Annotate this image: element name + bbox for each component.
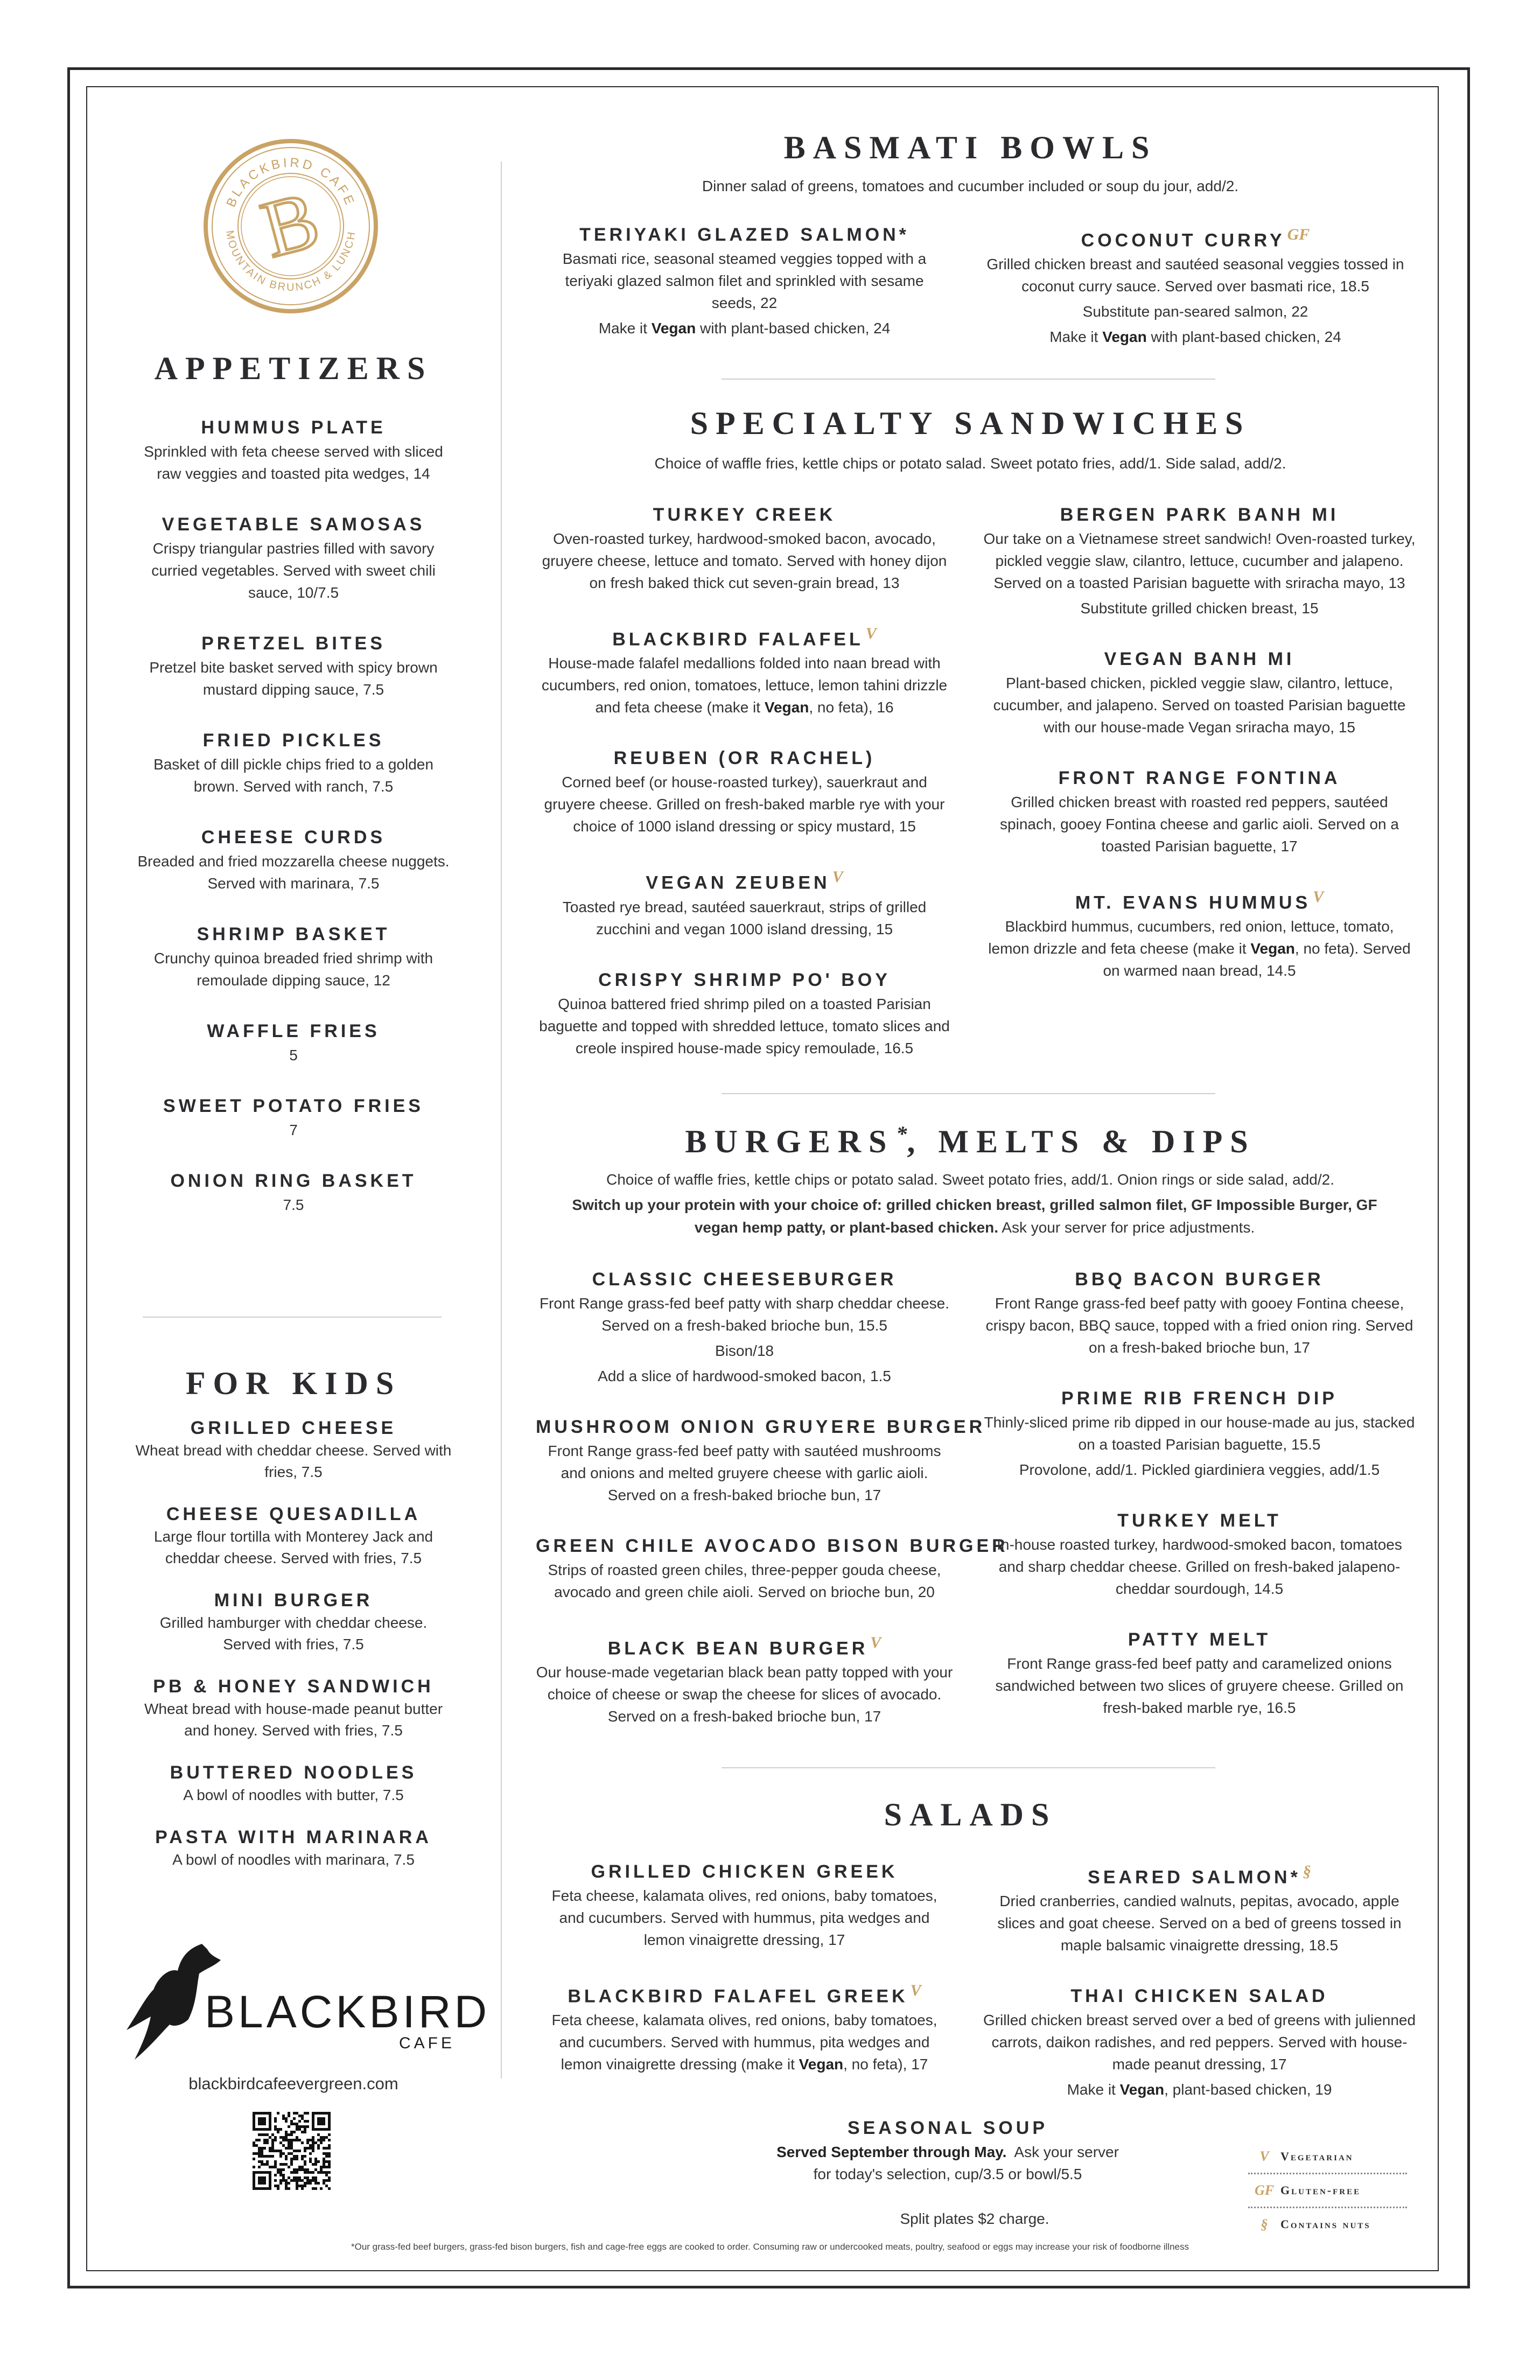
item-title [538,502,950,528]
item-title [983,884,1416,915]
description-text: Blackbird hummus, cucumbers, red onion, lettuce, tomato, lemon drizzle and feta cheese (make it [988,918,1394,957]
menu-item [538,967,950,1059]
cafe-seal-logo [202,137,380,315]
item-description: Substitute grilled chicken breast, 15 [1080,600,1319,617]
item-name: SWEET POTATO FRIES [163,1096,424,1116]
item-title [983,1627,1416,1653]
legend-label: Contains nuts [1280,2217,1371,2231]
item-name: MINI BURGER [214,1590,373,1611]
vegan-option: Vegan [764,699,809,716]
item-name: BBQ BACON BURGER [1075,1269,1324,1290]
item-description: Oven-roasted turkey, hardwood-smoked bacon, avocado, gruyere cheese, lettuce and tomato. Served with honey dijon on fresh baked thick cut seven-grain bread, 13 [542,530,947,591]
menu-item [135,1761,452,1806]
item-title [135,1761,452,1784]
item-name: TURKEY MELT [1117,1510,1282,1531]
item-name: SEARED SALMON* [1088,1867,1301,1888]
item-description: Wheat bread with cheddar cheese. Served with fries, 7.5 [135,1442,452,1480]
legend-row [1248,2208,1407,2241]
svg-text:MOUNTAIN BRUNCH & LUNCH: MOUNTAIN BRUNCH & LUNCH [223,229,358,294]
item-title [135,1675,452,1698]
menu-item [538,1978,950,2075]
sandwiches-left-column [538,502,950,1086]
item-description: Grilled hamburger with cheddar cheese. Served with fries, 7.5 [159,1614,428,1653]
menu-item [135,1168,452,1216]
item-description: Our house-made vegetarian black bean patty topped with your choice of cheese or swap the cheese for slices of avocado. Served on a fresh-baked brioche bun, 17 [536,1664,953,1725]
item-title [135,1018,452,1044]
item-name: BERGEN PARK BANH MI [1060,505,1339,525]
item-name: PATTY MELT [1128,1629,1271,1650]
basmati-left-column [544,222,945,366]
item-description: 7.5 [283,1196,304,1213]
item-name: ONION RING BASKET [170,1171,417,1191]
item-name: CHEESE QUESADILLA [166,1504,421,1524]
item-title [980,222,1411,253]
burgers-right-column [983,1266,1416,1746]
item-description: 7 [289,1122,298,1138]
website-link[interactable]: blackbirdcafeevergreen.com [188,2074,398,2093]
menu-item [544,222,945,339]
item-description [538,2009,950,2075]
svg-text:BLACKBIRD CAFE: BLACKBIRD CAFE [223,155,358,209]
item-description: Quinoa battered fried shrimp piled on a toasted Parisian baguette and topped with shredded lettuce, tomato slices and creole inspired house-made spicy remoulade, 16.5 [539,995,950,1056]
dietary-mark-vegetarian: V [832,868,843,886]
menu-item [135,1416,452,1483]
menu-item [135,512,452,604]
legend-symbol: § [1261,2216,1268,2232]
menu-item [135,824,452,894]
menu-item [536,1414,986,1506]
menu-item [135,1018,452,1066]
item-title [983,765,1416,791]
item-title [135,415,452,440]
item-title [135,1093,452,1119]
dietary-mark-vegetarian: V [865,625,877,642]
salads-left-column [538,1859,950,2102]
item-description [980,326,1411,348]
item-description: Toasted rye bread, sautéed sauerkraut, strips of grilled zucchini and vegan 1000 island dressing, 15 [562,898,927,937]
item-description: A bowl of noodles with butter, 7.5 [183,1787,404,1803]
item-description: Substitute pan-seared salmon, 22 [1082,303,1308,320]
item-description: Front Range grass-fed beef patty with sharp cheddar cheese. Served on a fresh-baked brioche bun, 15.5 [539,1295,950,1334]
asterisk-mark: * [896,1122,907,1146]
menu-item [983,1508,1416,1600]
kids-title: FOR KIDS [185,1366,402,1401]
menu-item [135,415,452,485]
menu-item [538,745,950,837]
svg-text:B: B [253,174,328,275]
footnote: *Our grass-fed beef burgers, grass-fed bison burgers, fish and cage-free eggs are cooked to order. Consuming raw or undercooked meats, poultry, seafood or eggs may increase your risk of foodborne illness [351,2242,1189,2252]
column-divider [501,162,502,2078]
menu-item [983,1859,1416,1956]
menu-item [135,1093,452,1141]
appetizers-title: APPETIZERS [154,351,433,386]
item-description: 5 [289,1047,298,1063]
description-text: House-made falafel medallions folded into naan bread with cucumbers, red onion, tomatoes, lettuce, lemon tahini drizzle and feta cheese (make it [541,655,948,716]
vegan-option: Vegan [1250,940,1295,957]
basmati-right-column [980,222,1411,375]
item-title [983,502,1416,528]
menu-item [135,1825,452,1871]
item-name: GRILLED CHICKEN GREEK [591,1861,898,1882]
item-description [983,915,1416,982]
dietary-mark-vegetarian: V [1313,888,1324,906]
item-description: Add a slice of hardwood-smoked bacon, 1.5 [598,1368,891,1384]
item-title [536,1266,953,1292]
item-title [135,1168,452,1194]
description-text: , no feta), 16 [809,699,894,716]
item-name: BLACK BEAN BURGER [607,1638,869,1659]
item-title [983,1266,1416,1292]
legend-symbol: V [1259,2148,1269,2164]
item-title [538,864,950,895]
item-title [536,1414,986,1440]
item-description: Crunchy quinoa breaded fried shrimp with remoulade dipping sauce, 12 [153,950,433,989]
burgers-title-b: , MELTS & DIPS [907,1124,1256,1159]
item-description: Feta cheese, kalamata olives, red onions, baby tomatoes, and cucumbers. Served with hummus, pita wedges and lemon vinaigrette dressing, 17 [551,1887,937,1948]
item-description: Plant-based chicken, pickled veggie slaw, cilantro, lettuce, cucumber, and jalapeno. Served on toasted Parisian baguette with our house-made Vegan sriracha mayo, 15 [993,675,1406,736]
basmati-title: BASMATI BOWLS [783,130,1157,165]
vegan-option: Vegan [651,320,696,337]
item-name: GRILLED CHEESE [190,1418,397,1438]
item-title [135,824,452,850]
item-description: Wheat bread with house-made peanut butter and honey. Served with fries, 7.5 [144,1700,443,1739]
legend-row [1248,2174,1407,2208]
sandwiches-title: SPECIALTY SANDWICHES [690,405,1251,441]
item-title [538,1978,950,2009]
description-text: , no feta), 17 [843,2056,928,2073]
item-name: VEGAN ZEUBEN [646,872,830,893]
sandwiches-right-column [983,502,1416,1009]
menu-item [538,502,950,594]
dietary-legend [1248,2140,1407,2241]
salads-right-column [983,1859,1416,2127]
burgers-left-column [536,1266,1009,1754]
soup-desc [743,2141,1152,2163]
item-description: Sprinkled with feta cheese served with sliced raw veggies and toasted pita wedges, 14 [144,443,443,482]
description-text: Feta cheese, kalamata olives, red onions, baby tomatoes, and cucumbers. Served with hummus, pita wedges and lemon vinaigrette dressing (make it [551,2012,937,2073]
soup-ask: Ask your server [1006,2144,1119,2160]
menu-item [135,631,452,701]
description-text: , plant-based chicken, 19 [1164,2081,1332,2098]
item-description: Bison/18 [715,1342,774,1359]
item-title [135,921,452,947]
menu-item [538,1859,950,1951]
item-name: CRISPY SHRIMP PO' BOY [598,969,891,990]
item-title [538,745,950,771]
item-name: VEGETABLE SAMOSAS [162,514,425,535]
divider [722,379,1215,380]
item-name: GREEN CHILE AVOCADO BISON BURGER [536,1536,1009,1556]
kids-list [135,1416,452,1890]
description-text: Make it [1067,2081,1120,2098]
left-divider [143,1317,442,1318]
menu-item [538,864,950,940]
menu-item [135,1675,452,1741]
item-description: Basmati rice, seasonal steamed veggies topped with a teriyaki glazed salmon filet and sprinkled with sesame seeds, 22 [562,250,927,311]
item-description [544,317,945,339]
seasonal-soup [743,2115,1152,2188]
item-description: Corned beef (or house-roasted turkey), sauerkraut and gruyere cheese. Grilled on fresh-baked marble rye with your choice of 1000 island dressing or spicy mustard, 15 [544,774,945,835]
item-name: REUBEN (OR RACHEL) [613,748,876,769]
item-title [538,1859,950,1885]
item-title [536,1533,1009,1559]
dietary-mark-contains-nuts: § [1303,1863,1311,1880]
legend-label: Vegetarian [1280,2150,1354,2163]
menu-item [980,222,1411,348]
split-plates-note: Split plates $2 charge. [900,2210,1049,2227]
blackbird-logo [121,1938,491,2062]
menu-item [983,1385,1416,1481]
item-description: Front Range grass-fed beef patty with sautéed mushrooms and onions and melted gruyere cheese with garlic aioli. Served on a fresh-baked brioche bun, 17 [548,1443,941,1503]
soup-season: Served September through May. [776,2144,1007,2160]
menu-item [536,1533,1009,1603]
vegan-option: Vegan [1119,2081,1165,2098]
menu-item [135,1588,452,1655]
item-description: Provolone, add/1. Pickled giardiniera veggies, add/1.5 [1019,1461,1380,1478]
item-description: In-house roasted turkey, hardwood-smoked bacon, tomatoes and sharp cheddar cheese. Grilled on fresh-baked jalapeno-cheddar sourdough, 14.5 [997,1536,1402,1597]
item-name: PRIME RIB FRENCH DIP [1061,1388,1338,1409]
qr-code[interactable] [253,2112,331,2190]
item-name: PB & HONEY SANDWICH [153,1676,434,1697]
divider [722,1767,1215,1768]
item-name: PRETZEL BITES [201,633,386,654]
item-name: TERIYAKI GLAZED SALMON* [579,225,909,245]
item-name: HUMMUS PLATE [201,417,386,438]
menu-item [135,1502,452,1569]
protein-note-rest: Ask your server for price adjustments. [998,1219,1255,1236]
item-title [983,1859,1416,1890]
item-title [135,1502,452,1526]
item-description: Front Range grass-fed beef patty and caramelized onions sandwiched between two slices of gruyere cheese. Grilled on fresh-baked marble rye, 16.5 [995,1655,1404,1716]
description-text: Make it [1049,328,1103,346]
item-name: CHEESE CURDS [201,827,386,848]
menu-item [536,1266,953,1387]
item-name: TURKEY CREEK [653,505,836,525]
description-text: with plant-based chicken, 24 [696,320,891,337]
burgers-subtitle: Choice of waffle fries, kettle chips or potato salad. Sweet potato fries, add/1. Onion rings or side salad, add/2. [606,1171,1335,1188]
protein-note-bold: Switch up your protein with your choice of: grilled chicken breast, grilled salmon filet, GF Impossible Burger, GF vegan hemp patty, or plant-based chicken. [572,1196,1377,1236]
item-name: COCONUT CURRY [1081,230,1285,251]
item-title [538,967,950,993]
item-name: VEGAN BANH MI [1104,649,1295,669]
item-name: SHRIMP BASKET [197,924,390,944]
item-name: THAI CHICKEN SALAD [1070,1986,1328,2007]
dietary-mark-vegetarian: V [870,1634,881,1651]
item-description [538,652,950,718]
burgers-title-a: BURGERS [685,1124,894,1159]
divider [722,1093,1215,1094]
item-description: Basket of dill pickle chips fried to a golden brown. Served with ranch, 7.5 [153,756,433,795]
item-name: FRONT RANGE FONTINA [1058,768,1341,788]
item-title [135,1588,452,1612]
item-name: PASTA WITH MARINARA [155,1827,432,1847]
menu-item [538,621,950,718]
soup-prices: for today's selection, cup/3.5 or bowl/5.5 [813,2166,1082,2182]
item-name: WAFFLE FRIES [207,1021,380,1041]
item-description: Breaded and fried mozzarella cheese nuggets. Served with marinara, 7.5 [137,853,450,892]
brand-name: BLACKBIRD [205,1986,491,2037]
item-name: MUSHROOM ONION GRUYERE BURGER [536,1417,986,1437]
vegan-option: Vegan [799,2056,844,2073]
item-description: Front Range grass-fed beef patty with gooey Fontina cheese, crispy bacon, BBQ sauce, topped with a fried onion ring. Served on a fresh-baked brioche bun, 17 [985,1295,1413,1356]
menu-item [983,646,1416,738]
item-name: BUTTERED NOODLES [170,1762,417,1783]
item-name: BLACKBIRD FALAFEL GREEK [568,1986,908,2007]
item-description: Our take on a Vietnamese street sandwich! Oven-roasted turkey, pickled veggie slaw, cilantro, lettuce, cucumber and jalapeno. Served on a toasted Parisian baguette with sriracha mayo, 13 [983,530,1416,591]
item-title [983,1983,1416,2009]
item-title [135,1825,452,1849]
item-description: Grilled chicken breast with roasted red peppers, sautéed spinach, gooey Fontina cheese and garlic aioli. Served on a toasted Parisian baguette, 17 [1000,794,1399,855]
description-text: with plant-based chicken, 24 [1146,328,1341,346]
appetizers-list [135,415,452,1243]
item-description: Grilled chicken breast and sautéed seasonal veggies tossed in coconut curry sauce. Served over basmati rice, 18.5 [986,256,1404,295]
item-description: Grilled chicken breast served over a bed of greens with julienned carrots, daikon radishes, and red peppers. Served with house-made peanut dressing, 17 [983,2012,1416,2073]
menu-item [983,502,1416,619]
item-name: FRIED PICKLES [202,730,384,751]
menu-item [536,1630,953,1727]
dietary-mark-vegetarian: V [910,1982,921,1999]
item-title [135,727,452,753]
salads-title: SALADS [884,1797,1057,1832]
item-name: MT. EVANS HUMMUS [1075,892,1311,913]
menu-item [983,1627,1416,1719]
menu-item [983,765,1416,857]
item-name: BLACKBIRD FALAFEL [612,629,864,650]
dietary-mark-gluten-free: GF [1287,226,1310,243]
burgers-title [502,1121,1439,1160]
item-description: Crispy triangular pastries filled with savory curried vegetables. Served with sweet chili sauce, 10/7.5 [151,540,436,601]
menu-item [983,1266,1416,1359]
item-description: A bowl of noodles with marinara, 7.5 [172,1851,415,1868]
item-description: Dried cranberries, candied walnuts, pepitas, avocado, apple slices and goat cheese. Served on a bed of greens tossed in maple balsamic vinaigrette dressing, 18.5 [997,1893,1402,1954]
soup-title: SEASONAL SOUP [847,2118,1048,2138]
item-description: Large flour tortilla with Monterey Jack and cheddar cheese. Served with fries, 7.5 [153,1528,433,1566]
menu-item [983,884,1416,982]
menu-item [135,921,452,991]
description-text: Make it [598,320,652,337]
item-title [983,646,1416,672]
item-title [135,1416,452,1440]
item-title [983,1508,1416,1534]
item-title [544,222,945,248]
item-title [536,1630,953,1661]
item-description [983,2078,1416,2101]
item-title [538,621,950,652]
description-text: , no feta). Served on warmed naan bread, 14.5 [1103,940,1411,979]
item-description: Thinly-sliced prime rib dipped in our house-made au jus, stacked on a toasted Parisian baguette, 15.5 [984,1414,1415,1453]
legend-symbol: GF [1254,2182,1275,2198]
item-name: CLASSIC CHEESEBURGER [592,1269,897,1290]
item-title [135,631,452,656]
vegan-option: Vegan [1102,328,1147,346]
item-title [135,512,452,537]
item-title [983,1385,1416,1411]
sandwiches-subtitle: Choice of waffle fries, kettle chips or potato salad. Sweet potato fries, add/1. Side salad, add/2. [654,455,1286,472]
protein-note [555,1194,1395,1239]
brand-sub: CAFE [398,2034,455,2052]
menu-item [135,727,452,797]
basmati-subtitle: Dinner salad of greens, tomatoes and cucumber included or soup du jour, add/2. [702,178,1239,194]
item-description: Pretzel bite basket served with spicy brown mustard dipping sauce, 7.5 [149,659,438,698]
menu-item [983,1983,1416,2101]
legend-row [1248,2140,1407,2174]
legend-label: Gluten-free [1280,2183,1361,2197]
item-description: Strips of roasted green chiles, three-pepper gouda cheese, avocado and green chile aioli. Served on brioche bun, 20 [548,1562,941,1600]
